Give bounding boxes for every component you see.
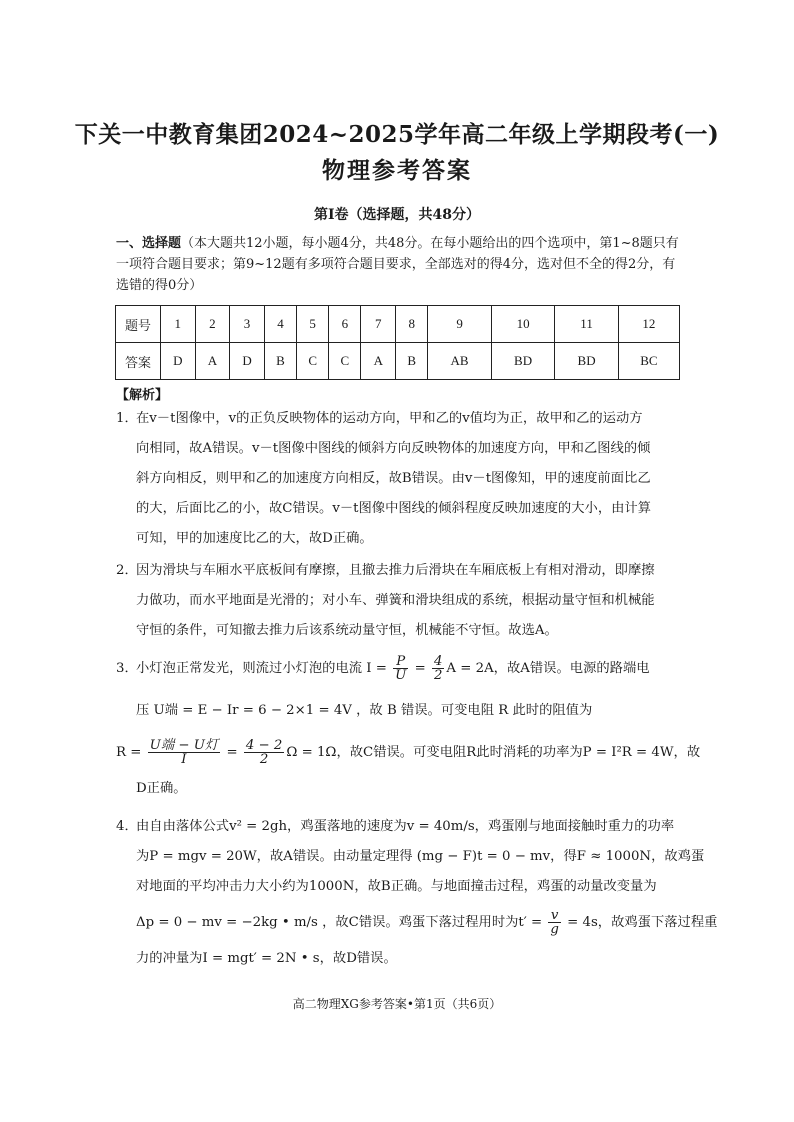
- table-cell: 3: [230, 306, 265, 343]
- table-cell: B: [396, 343, 428, 380]
- item-line: 守恒的条件，可知撤去推力后该系统动量守恒，机械能不守恒。故选A。: [136, 623, 558, 638]
- denominator: 2: [259, 752, 269, 767]
- page-title-line2: 物理参考答案: [322, 157, 472, 184]
- page-title-line1: 下关一中教育集团2024~2025学年高二年级上学期段考(一): [74, 121, 720, 148]
- table-cell: 4: [264, 306, 296, 343]
- page-footer: 高二物理XG参考答案•第1页（共6页）: [292, 997, 502, 1011]
- item-line: 因为滑块与车厢水平底板间有摩擦，且撤去推力后滑块在车厢底板上有相对滑动，即摩擦: [136, 563, 655, 578]
- numerator: v: [548, 909, 561, 923]
- section-title: [0, 204, 794, 224]
- table-cell: D: [230, 343, 265, 380]
- item-line: 力的冲量为I = mgt′ = 2N • s，故D错误。: [136, 951, 397, 966]
- item-number: 2．: [116, 563, 138, 578]
- item-line: D正确。: [136, 781, 187, 796]
- item-line: 压 U端 = E − Ir = 6 − 2×1 = 4V ，故 B 错误。可变电阻 R 此时的阻值为: [136, 703, 593, 718]
- table-cell: AB: [428, 343, 492, 380]
- table-cell: BD: [555, 343, 619, 380]
- item-line: [116, 732, 700, 774]
- table-cell: D: [161, 343, 196, 380]
- item-line: 可知，甲的加速度比乙的大，故D正确。: [136, 531, 373, 546]
- table-cell: 1: [161, 306, 196, 343]
- intro-label: 一、选择题: [116, 236, 182, 251]
- numerator: 4: [433, 654, 443, 669]
- table-cell: A: [361, 343, 396, 380]
- item-line: 向相同，故A错误。v－t图像中图线的倾斜方向反映物体的加速度方向，甲和乙图线的倾: [136, 441, 651, 456]
- formula-text: 小灯泡正常发光，则流过小灯泡的电流 I =: [136, 661, 392, 676]
- formula-text: A = 2A，故A错误。电源的路端电: [446, 661, 650, 676]
- denominator: g: [550, 922, 559, 937]
- question-intro: [116, 233, 686, 296]
- solution-item-3: [116, 648, 701, 804]
- item-number: 1．: [116, 411, 138, 426]
- fraction: [393, 655, 408, 682]
- table-cell: 9: [428, 306, 492, 343]
- table-cell: 11: [555, 306, 619, 343]
- denominator: U: [395, 668, 407, 683]
- denominator: 2: [433, 668, 443, 683]
- item-number: 4．: [116, 819, 138, 834]
- item-line: 对地面的平均冲击力大小约为1000N，故B正确。与地面撞击过程，鸡蛋的动量改变量为: [136, 879, 657, 894]
- item-line: 在v－t图像中，v的正负反映物体的运动方向，甲和乙的v值均为正，故甲和乙的运动方: [136, 411, 643, 426]
- formula-text: Δp = 0 − mv = −2kg • m/s ，故C错误。鸡蛋下落过程用时为t′ =: [136, 915, 547, 930]
- item-number: 3．: [116, 661, 138, 676]
- table-cell: 12: [618, 306, 679, 343]
- table-cell: 7: [361, 306, 396, 343]
- item-line: 斜方向相反，则甲和乙的加速度方向相反，故B错误。由v－t图像知，甲的速度前面比乙: [136, 471, 651, 486]
- table-cell: C: [297, 343, 329, 380]
- formula-text: =: [410, 661, 430, 676]
- table-cell: 2: [195, 306, 230, 343]
- item-line: [136, 902, 717, 944]
- item-line: 为P = mgv = 20W，故A错误。由动量定理得 (mg − F)t = 0 − mv，得F ≈ 1000N，故鸡蛋: [136, 849, 705, 864]
- table-row-answers: [116, 343, 680, 380]
- fraction: [244, 739, 285, 766]
- fraction: [432, 655, 444, 682]
- table-row-numbers: [116, 306, 680, 343]
- table-cell: 5: [297, 306, 329, 343]
- analysis-label: 【解析】: [116, 388, 169, 403]
- fraction: [148, 739, 221, 766]
- table-cell: C: [329, 343, 361, 380]
- table-cell: BD: [491, 343, 555, 380]
- solution-item-2: [116, 556, 682, 646]
- table-header-label: 题号: [116, 306, 161, 343]
- solution-item-4: [116, 812, 718, 974]
- numerator: P: [393, 655, 408, 669]
- item-line: [136, 648, 650, 690]
- formula-text: =: [222, 745, 242, 760]
- table-cell: 6: [329, 306, 361, 343]
- denominator: I: [181, 752, 187, 767]
- table-answer-label: 答案: [116, 343, 161, 380]
- table-cell: 8: [396, 306, 428, 343]
- item-line: 的大，后面比乙的小，故C错误。v－t图像中图线的倾斜程度反映加速度的大小，由计算: [136, 501, 652, 516]
- formula-text: R =: [116, 745, 146, 760]
- fraction: [548, 909, 561, 936]
- answer-table: [115, 305, 680, 380]
- section-title-text: 第Ⅰ卷（选择题，共48分）: [313, 207, 481, 223]
- solution-item-1: [116, 404, 682, 554]
- formula-text: Ω = 1Ω，故C错误。可变电阻R此时消耗的功率为P = I²R = 4W，故: [286, 745, 701, 760]
- numerator: U端 − U灯: [149, 738, 219, 753]
- item-line: 力做功，而水平地面是光滑的；对小车、弹簧和滑块组成的系统，根据动量守恒和机械能: [136, 593, 655, 608]
- item-line: 由自由落体公式v² = 2gh，鸡蛋落地的速度为v = 40m/s，鸡蛋刚与地面接触时重力的功率: [136, 819, 675, 834]
- table-cell: BC: [618, 343, 679, 380]
- table-cell: B: [264, 343, 296, 380]
- table-cell: 10: [491, 306, 555, 343]
- formula-text: = 4s，故鸡蛋下落过程重: [562, 915, 718, 930]
- numerator: 4 − 2: [245, 738, 283, 753]
- table-cell: A: [195, 343, 230, 380]
- intro-text: （本大题共12小题，每小题4分，共48分。在每小题给出的四个选项中，第1~8题只有一项符合题目要求；第9~12题有多项符合题目要求，全部选对的得4分，选对但不全的得2分，有选错的得0分）: [116, 236, 679, 293]
